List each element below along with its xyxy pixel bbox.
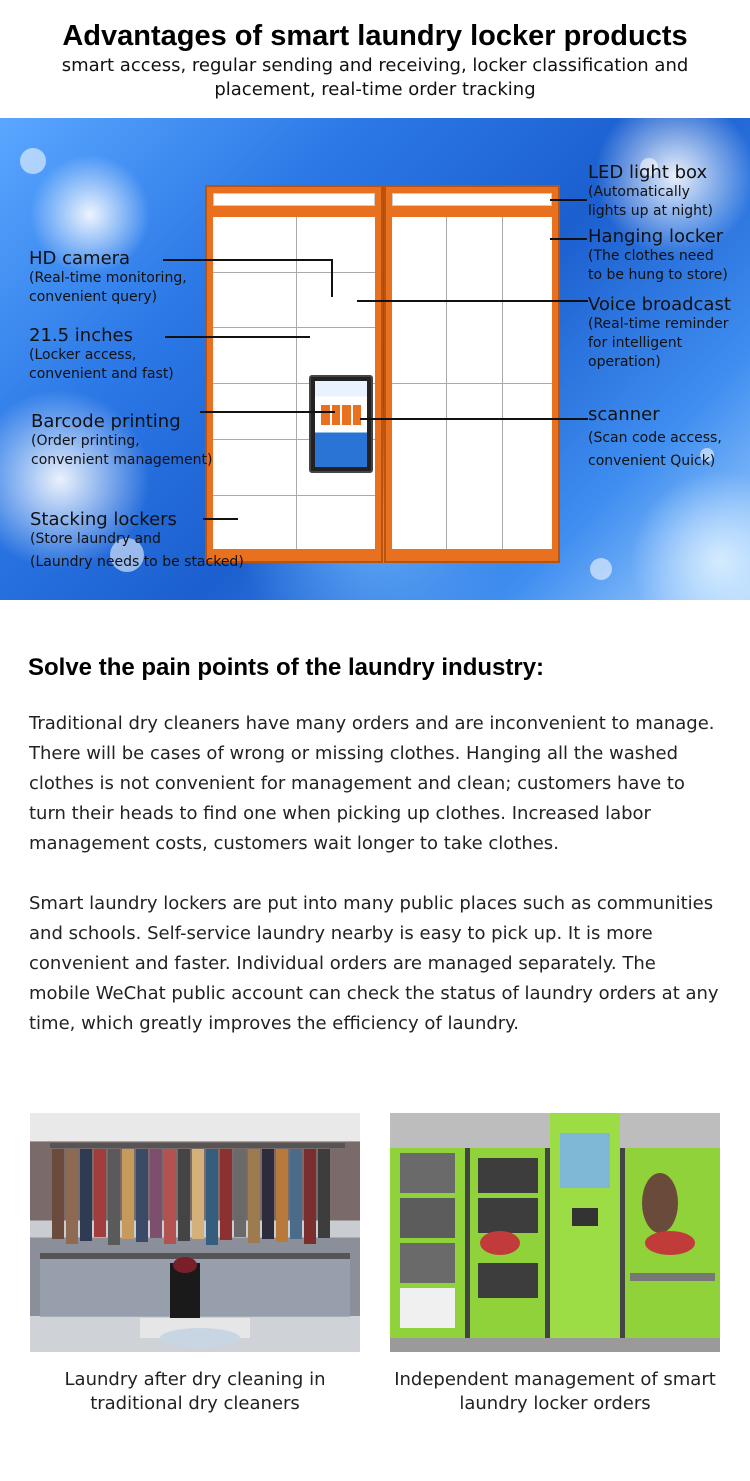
product-banner [0, 118, 750, 600]
label-hd-camera: HD camera (Real-time monitoring, convenient query) [29, 248, 187, 305]
label-scanner: scanner (Scan code access, convenient Quick) [588, 404, 722, 469]
locker-cabinet-right [384, 185, 560, 563]
page-title: Advantages of smart laundry locker products [62, 20, 688, 52]
touch-screen [309, 375, 373, 473]
photo-dry-cleaner-racks [30, 1113, 360, 1352]
caption-left: Laundry after dry cleaning in traditional dry cleaners [64, 1369, 326, 1414]
page-subtitle: smart access, regular sending and receiving, locker classification and placement, real-time order tracking [61, 55, 689, 100]
paragraph-traditional: Traditional dry cleaners have many orders and are inconvenient to manage. There will be cases of wrong or missing clothes. Hanging all the washed clothes is not convenient for management and clean; customers have to turn their heads to find one when picking up clothes. Increased labor management costs, customers wait longer to take clothes. [29, 713, 715, 854]
label-hanging-locker: Hanging locker (The clothes need to be hung to store) [588, 226, 728, 283]
label-screen-size: 21.5 inches (Locker access, convenient and fast) [29, 325, 174, 382]
caption-right: Independent management of smart laundry locker orders [394, 1369, 716, 1414]
paragraph-smart-lockers: Smart laundry lockers are put into many public places such as communities and schools. Self-service laundry nearby is easy to pick up. It is more convenient and faster. Individual orders are managed separately. The mobile WeChat public account can check the status of laundry orders at any time, which greatly improves the efficiency of laundry. [29, 893, 719, 1034]
label-voice-broadcast: Voice broadcast (Real-time reminder for intelligent operation) [588, 294, 731, 370]
label-led-light-box: LED light box (Automatically lights up at night) [588, 162, 713, 219]
photo-smart-laundry-lockers [390, 1113, 720, 1352]
label-stacking-lockers: Stacking lockers (Store laundry and (Laundry needs to be stacked) [30, 509, 244, 570]
locker-cabinet-left [205, 185, 383, 563]
section-heading: Solve the pain points of the laundry industry: [28, 654, 545, 681]
label-barcode-printing: Barcode printing (Order printing, convenient management) [31, 411, 213, 468]
